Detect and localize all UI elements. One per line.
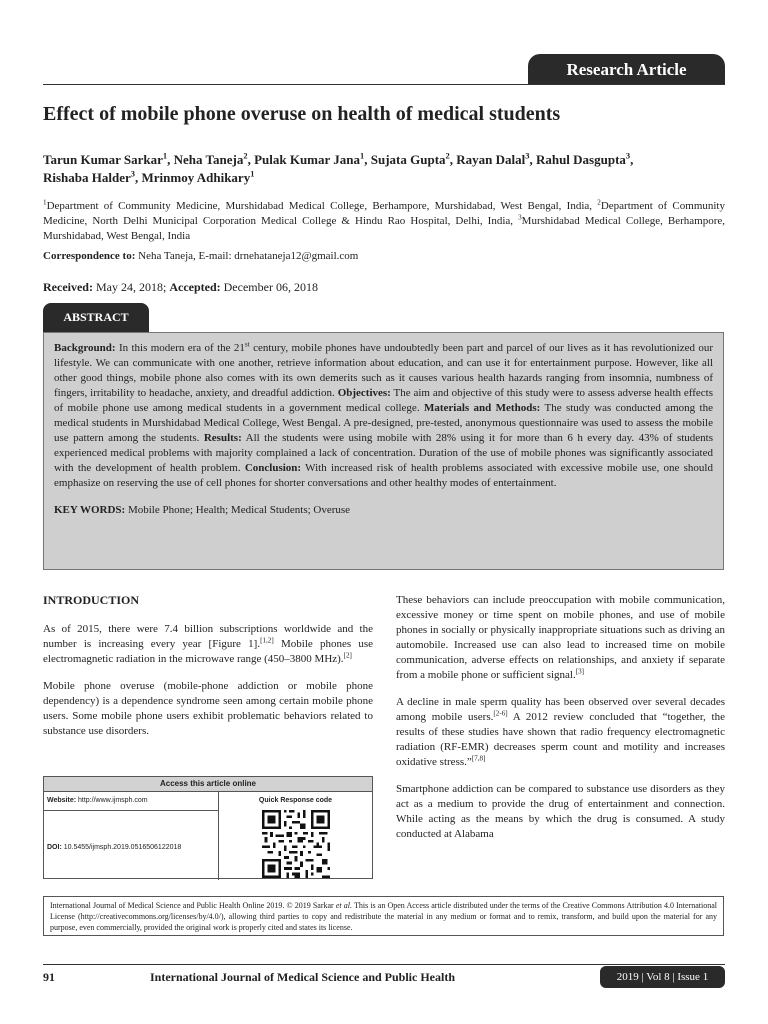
access-article-box: [43, 776, 373, 879]
header-rule: [43, 84, 725, 85]
abstract-box: [43, 332, 724, 570]
section-heading-introduction: INTRODUCTION: [43, 593, 140, 607]
qr-code-icon: [262, 810, 330, 878]
affiliations: $^1$Department of Community Medicine, Murshidabad Medical College, Berhampore, Murshidabad, West Bengal, India, $^2$Department of Community Medicine, North Delhi Municipal Corporation Medical College & Hindu Rao Hospital, Delhi, India, $^3$Murshidabad Medical College, Berhampore, Murshidabad, West Bengal, India: [43, 198, 726, 242]
volume-issue-badge: 2019 | Vol 8 | Issue 1: [600, 966, 725, 988]
website-line: Website: http://www.ijmsph.com: [47, 797, 148, 804]
access-heading: Access this article online: [44, 777, 372, 792]
website-link[interactable]: http://www.ijmsph.com: [78, 797, 148, 804]
divider: [44, 810, 218, 811]
license-notice: International Journal of Medical Science and Public Health Online 2019. © 2019 Sarkar et al. This is an Open Access article distributed under the terms of the Creative Commons Attribution 4.0 International License (http://creativecommons.org/licenses/by/4.0/), allowing third parties to copy and redistribute the material in any medium or format and to remix, transform, and build upon the material for any purpose, even commercially, provided the original work is properly cited and states its license.: [43, 896, 724, 936]
author: Mrinmoy Adhikary$^1$: [141, 168, 255, 185]
author-list: Tarun Kumar Sarkar$^1$, Neha Taneja$^2$, Pulak Kumar Jana$^1$, Sujata Gupta$^2$, Rayan Dalal$^3$, Rahul Dasgupta$^3$, Rishaba Halder$^3$, Mrinmoy Adhikary$^1$: [43, 150, 634, 185]
abstract-tab: ABSTRACT: [43, 303, 149, 333]
doi-line: DOI: 10.5455/ijmsph.2019.0516506122018: [47, 844, 182, 851]
footer-rule: [43, 964, 725, 965]
right-column: [396, 593, 725, 854]
journal-name: International Journal of Medical Science and Public Health: [150, 970, 455, 984]
author: Pulak Kumar Jana$^1$: [254, 150, 365, 167]
author: Rayan Dalal$^3$: [456, 150, 530, 167]
paragraph: As of 2015, there were 7.4 billion subscriptions worldwide and the number is increasing every year [Figure 1].[1,2] Mobile phones use electromagnetic radiation in the microwave range (450–3800 MHz).[2]: [43, 623, 374, 665]
author: Tarun Kumar Sarkar$^1$: [43, 150, 168, 167]
paragraph: A decline in male sperm quality has been observed over several decades among mobile users.[2-6] A 2012 review concluded that “together, the results of these studies have shown that radio frequency electromagnetic radiation (RF-EMR) decreases sperm count and motility and increases oxidative stress.”[7,8]: [396, 696, 725, 768]
qr-label: Quick Response code: [258, 797, 333, 804]
paragraph: Mobile phone overuse (mobile-phone addiction or mobile phone dependency) is a dependence syndrome seen among certain mobile phone users. Some mobile phone users exhibit problematic behaviors related to substance use disorders.: [43, 680, 373, 737]
author: Neha Taneja$^2$: [173, 150, 248, 167]
doi-link[interactable]: 10.5455/ijmsph.2019.0516506122018: [63, 844, 182, 851]
author: Sujata Gupta$^2$: [370, 150, 450, 167]
paragraph: Smartphone addiction can be compared to substance use disorders as they act as a medium to provide the drug of entertainment and connection. While acting as the means by which the drug is consumed. A study conducted at Alabama: [396, 783, 725, 840]
article-title: Effect of mobile phone overuse on health of medical students: [43, 103, 561, 125]
author: Rishaba Halder$^3$: [43, 168, 135, 185]
page-number: 91: [43, 970, 55, 984]
left-column: [43, 593, 373, 751]
received-accepted-dates: Received: May 24, 2018; Accepted: December 06, 2018: [43, 280, 318, 294]
paragraph: These behaviors can include preoccupation with mobile communication, excessive money or time spent on mobile phones, and use of mobile phones in socially or physically inappropriate situations such as driving an automobile. Increased use can also lead to increased time on mobile communication, adverse effects on relationships, and anxiety if separate from a mobile phone or sufficient signal.[3]: [396, 594, 725, 681]
abstract-text: Background: In this modern era of the 21st century, mobile phones have undoubtedly been part and parcel of our lives as it has revolutionized our lifestyle. We can communicate with one another, retrieve information about education, and can use it for entertainment purpose. However, like all other good things, mobile phone also comes with its own demerits such as it causes various health hazards ranging from insomnia, numbness of fingers, irritability to headache, anxiety, and dreadful addiction. Objectives: The aim and objective of this study were to assess adverse health effects of mobile phone use among medical students in a government medical college. Materials and Methods: The study was conducted among the medical students in Murshidabad Medical College, West Bengal. A pre-designed, pre-tested, anonymous questionnaire was used to assess the mobile use pattern among the students. Results: All the students were using mobile with 28% using it for more than 6 h every day. 43% of students experienced medical problems with majority complained a lack of concentration. Duration of the use of mobile phones was significantly associated with the development of health problem. Conclusion: With increased risk of health problems associated with excessive mobile use, one should emphasize on reserving the use of cell phones for shorter conversations and other healthy modes of entertainment.: [54, 340, 714, 489]
article-type-badge: Research Article: [528, 54, 725, 85]
author: Rahul Dasgupta$^3$: [535, 150, 631, 167]
keywords: KEY WORDS: Mobile Phone; Health; Medical Students; Overuse: [54, 504, 351, 516]
correspondence: Correspondence to: Neha Taneja, E-mail: drnehataneja12@gmail.com: [43, 250, 359, 262]
